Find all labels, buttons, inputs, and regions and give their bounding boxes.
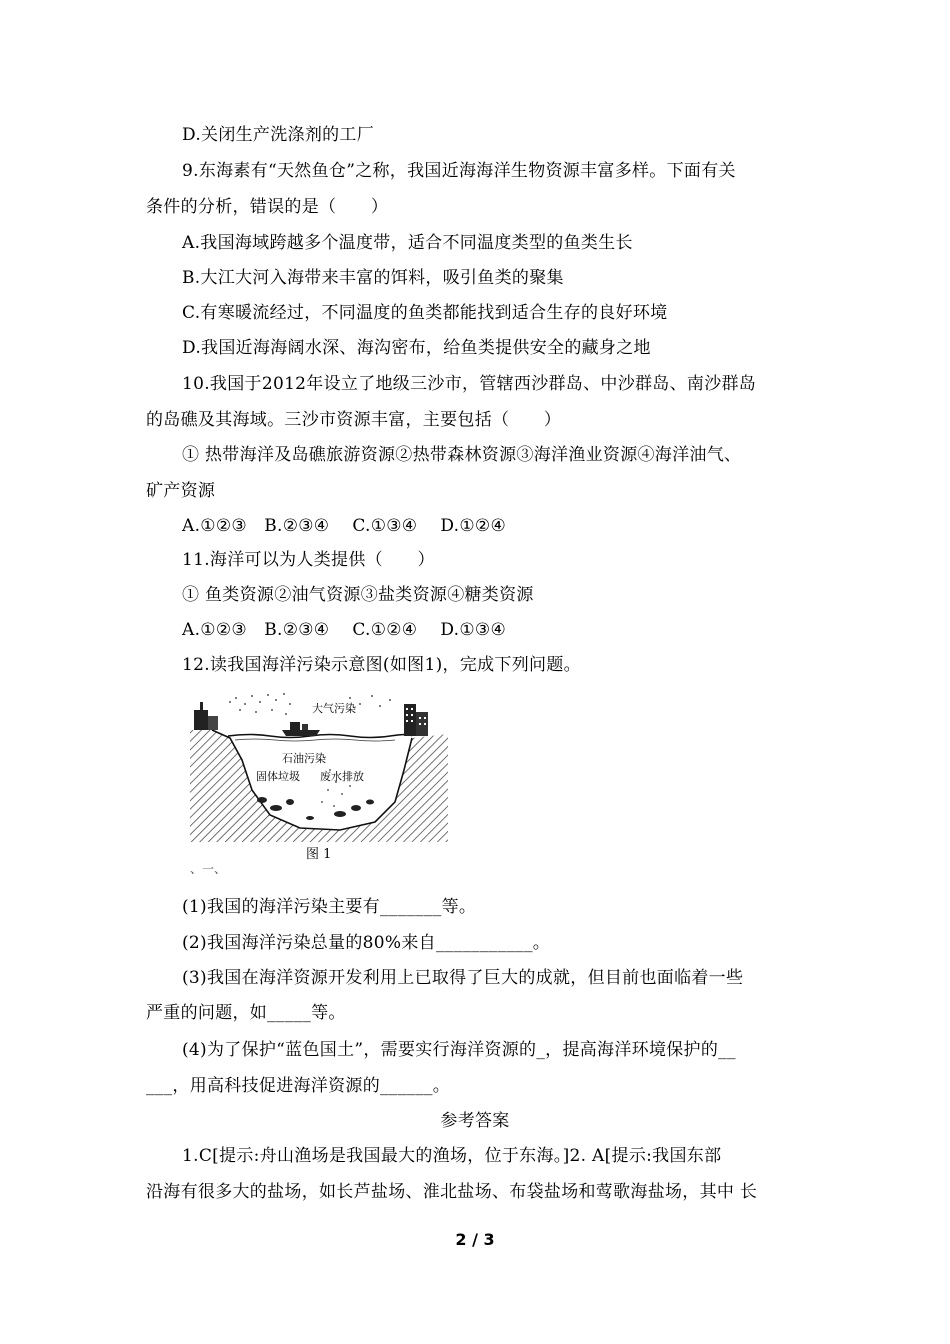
page-number: 2 / 3 [455, 1230, 495, 1249]
label-oil-pollution: 石油污染 [282, 752, 326, 765]
option-9c: C.有寒暖流经过，不同温度的鱼类都能找到适合生存的良好环境 [182, 303, 668, 323]
question-10-line-1: 10.我国于2012年设立了地级三沙市，管辖西沙群岛、中沙群岛、南沙群岛 [182, 374, 757, 394]
answer-line-1: 1.C[提示:舟山渔场是我国最大的渔场，位于东海。]2. A[提示:我国东部 [182, 1146, 722, 1166]
marine-pollution-diagram [190, 690, 448, 842]
question-10-items-line-1: ① 热带海洋及岛礁旅游资源②热带森林资源③海洋渔业资源④海洋油气、 [182, 445, 742, 465]
question-12-part-3-line-1: (3)我国在海洋资源开发利用上已取得了巨大的成就，但目前也面临着一些 [182, 968, 744, 988]
label-air-pollution: 大气污染 [312, 702, 356, 715]
question-12-part-4-line-2: ___，用高科技促进海洋资源的______。 [146, 1076, 451, 1096]
option-9b: B.大江大河入海带来丰富的饵料，吸引鱼类的聚集 [182, 268, 564, 288]
figure-fragment: 、一、 [190, 862, 227, 876]
question-9-line-1: 9.东海素有“天然鱼仓”之称，我国近海海洋生物资源丰富多样。下面有关 [182, 161, 736, 181]
label-solid-waste: 固体垃圾 [256, 770, 300, 783]
question-12-part-3-line-2: 严重的问题，如_____等。 [146, 1003, 346, 1023]
option-9a: A.我国海域跨越多个温度带，适合不同温度类型的鱼类生长 [182, 233, 633, 253]
question-12: 12.读我国海洋污染示意图(如图1)，完成下列问题。 [182, 655, 581, 675]
question-11-options: A.①②③ B.②③④ C.①②④ D.①③④ [182, 620, 507, 640]
question-9-line-2: 条件的分析，错误的是（ ） [146, 197, 389, 217]
answers-heading: 参考答案 [440, 1111, 510, 1131]
figure-caption: 图 1 [306, 847, 332, 862]
question-12-part-2: (2)我国海洋污染总量的80%来自___________。 [182, 933, 551, 953]
question-11-items: ① 鱼类资源②油气资源③盐类资源④糖类资源 [182, 585, 534, 605]
option-8d: D.关闭生产洗涤剂的工厂 [182, 125, 375, 145]
question-12-part-4-line-1: (4)为了保护“蓝色国土”，需要实行海洋资源的_，提高海洋环境保护的__ [182, 1040, 736, 1060]
question-10-options: A.①②③ B.②③④ C.①③④ D.①②④ [182, 516, 507, 536]
question-12-part-1: (1)我国的海洋污染主要有_______等。 [182, 897, 477, 917]
question-10-items-line-2: 矿产资源 [146, 481, 216, 501]
label-waste-water: 废水排放 [320, 770, 364, 783]
answer-line-2: 沿海有很多大的盐场，如长芦盐场、淮北盐场、布袋盐场和莺歌海盐场，其中 长 [146, 1182, 758, 1202]
option-9d: D.我国近海海阔水深、海沟密布，给鱼类提供安全的藏身之地 [182, 338, 651, 358]
question-11: 11.海洋可以为人类提供（ ） [182, 550, 435, 570]
question-10-line-2: 的岛礁及其海域。三沙市资源丰富，主要包括（ ） [146, 410, 562, 430]
